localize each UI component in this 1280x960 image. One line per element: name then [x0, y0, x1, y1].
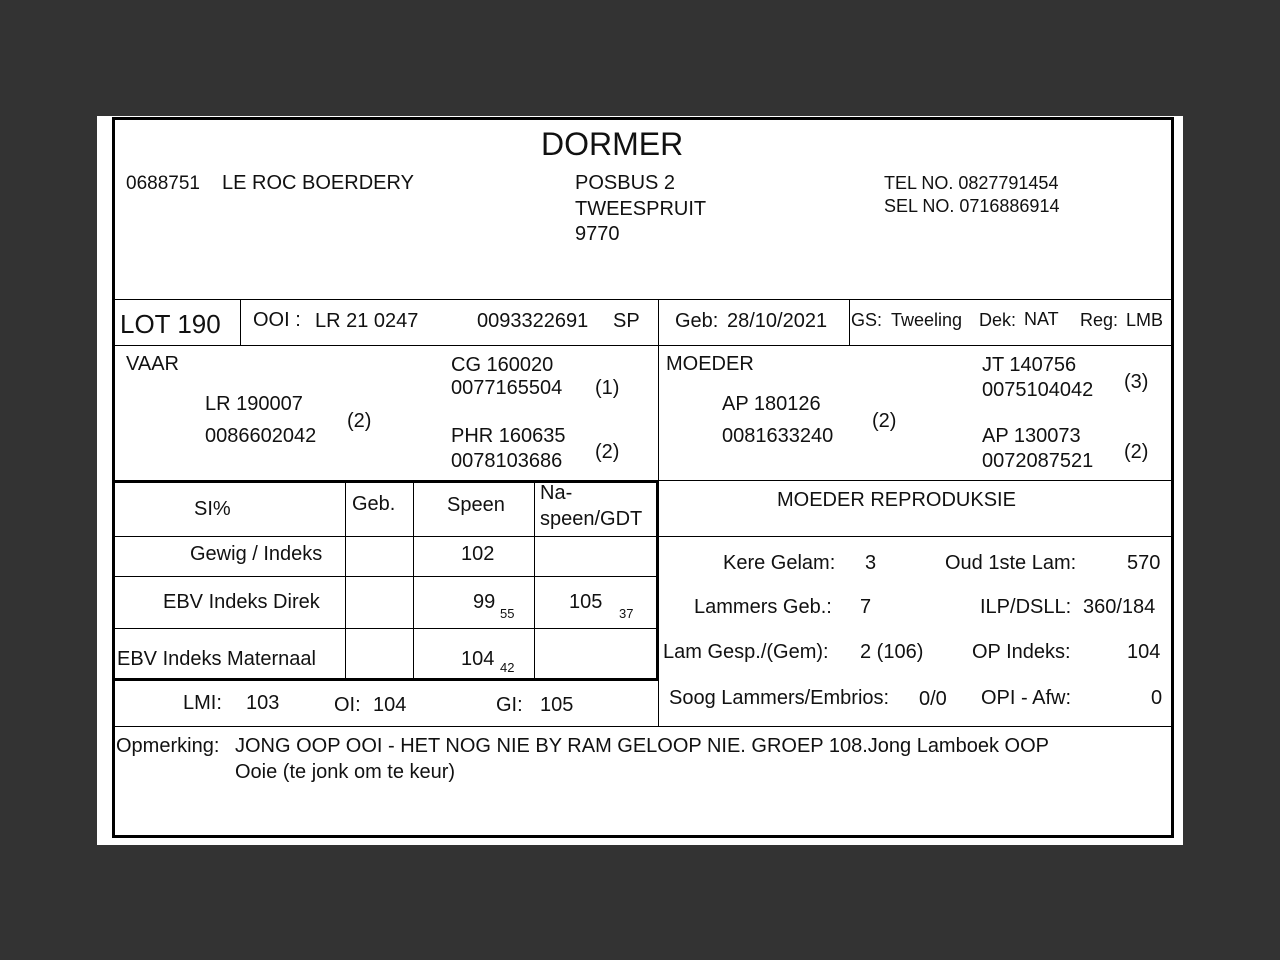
vaar-dam-count: (2) [595, 441, 620, 463]
remarks-line-1: JONG OOP OOI - HET NOG NIE BY RAM GELOOP NIE. GROEP 108.Jong Lamboek OOP [235, 735, 1049, 757]
vaar-dam-number: 0078103686 [451, 450, 563, 472]
sheet-border [112, 117, 1174, 838]
moeder-dam-id: AP 130073 [982, 425, 1081, 447]
breed-title: DORMER [541, 126, 684, 162]
reg-label: Reg: [1080, 310, 1119, 330]
row-direk-naspeen-accuracy: 37 [619, 606, 634, 621]
divider [534, 482, 535, 679]
row-gewig-speen: 102 [461, 543, 495, 565]
row-direk-label: EBV Indeks Direk [163, 591, 320, 613]
divider [240, 299, 241, 345]
lammers-geb-label: Lammers Geb.: [694, 596, 832, 618]
sel-number: SEL NO. 0716886914 [884, 196, 1060, 216]
kere-gelam-label: Kere Gelam: [723, 552, 836, 574]
moeder-id: AP 180126 [722, 393, 821, 415]
soog-value: 0/0 [919, 688, 947, 710]
owner-number: 0688751 [126, 173, 200, 194]
lam-gesp-label: Lam Gesp./(Gem): [663, 641, 829, 663]
address-line-2: TWEESPRUIT [575, 198, 707, 220]
oi-label: OI: [334, 694, 361, 716]
vaar-id: LR 190007 [205, 393, 303, 415]
soog-label: Soog Lammers/Embrios: [669, 687, 890, 709]
lam-gesp-value: 2 (106) [860, 641, 924, 663]
ooi-id: LR 21 0247 [315, 310, 419, 332]
op-value: 104 [1127, 641, 1161, 663]
dek-value: NAT [1024, 309, 1059, 329]
moeder-number: 0081633240 [722, 425, 834, 447]
moeder-dam-number: 0072087521 [982, 450, 1094, 472]
vaar-sire-count: (1) [595, 377, 620, 399]
ooi-reg-class: SP [613, 310, 640, 332]
divider [658, 480, 1174, 481]
oud-label: Oud 1ste Lam: [945, 552, 1077, 574]
divider [112, 678, 659, 681]
row-direk-naspeen: 105 [569, 591, 603, 613]
opi-value: 0 [1151, 687, 1163, 709]
speen-header: Speen [447, 494, 505, 516]
ilp-label: ILP/DSLL: [980, 596, 1072, 618]
lmi-value: 103 [246, 692, 280, 714]
divider [112, 726, 1174, 727]
gs-value: Tweeling [891, 310, 963, 330]
op-label: OP Indeks: [972, 641, 1071, 663]
ilp-value: 360/184 [1083, 596, 1156, 618]
divider [849, 299, 850, 345]
ooi-label: OOI : [253, 309, 301, 331]
geb-header: Geb. [352, 493, 396, 515]
vaar-sire-id: CG 160020 [451, 354, 554, 376]
address-line-1: POSBUS 2 [575, 172, 676, 194]
divider [112, 345, 1174, 346]
row-maternaal-label: EBV Indeks Maternaal [117, 648, 316, 670]
oud-value: 570 [1127, 552, 1161, 574]
vaar-count: (2) [347, 410, 372, 432]
owner-name: LE ROC BOERDERY [222, 172, 414, 194]
kere-gelam-value: 3 [865, 552, 877, 574]
vaar-number: 0086602042 [205, 425, 317, 447]
moeder-count: (2) [872, 410, 897, 432]
gi-label: GI: [496, 694, 523, 716]
divider [112, 536, 1174, 537]
birth-date: 28/10/2021 [727, 310, 828, 332]
lmi-label: LMI: [183, 692, 222, 714]
divider [345, 482, 346, 679]
moeder-sire-id: JT 140756 [982, 354, 1077, 376]
vaar-dam-id: PHR 160635 [451, 425, 566, 447]
divider [112, 576, 659, 577]
row-maternaal-speen: 104 [461, 648, 495, 670]
oi-value: 104 [373, 694, 407, 716]
vaar-sire-number: 0077165504 [451, 377, 563, 399]
gs-label: GS: [851, 310, 883, 330]
ooi-reg-number: 0093322691 [477, 310, 589, 332]
row-direk-speen: 99 [473, 591, 496, 613]
moeder-label: MOEDER [666, 353, 754, 375]
lot-number: LOT 190 [120, 309, 221, 339]
vaar-label: VAAR [126, 353, 179, 375]
dek-label: Dek: [979, 310, 1017, 330]
row-direk-speen-accuracy: 55 [500, 606, 515, 621]
moeder-sire-count: (3) [1124, 371, 1149, 393]
divider [112, 299, 1174, 300]
moeder-dam-count: (2) [1124, 441, 1149, 463]
gi-value: 105 [540, 694, 574, 716]
si-header: SI% [194, 498, 231, 520]
address-line-3: 9770 [575, 223, 620, 245]
divider [656, 480, 659, 680]
naspeen-header-1: Na- [540, 482, 573, 504]
row-gewig-label: Gewig / Indeks [190, 543, 323, 565]
lammers-geb-value: 7 [860, 596, 872, 618]
divider [112, 480, 659, 483]
naspeen-header-2: speen/GDT [540, 508, 643, 530]
remarks-line-2: Ooie (te jonk om te keur) [235, 761, 456, 783]
birth-label: Geb: [675, 310, 719, 332]
reg-value: LMB [1126, 310, 1164, 330]
reproduction-title: MOEDER REPRODUKSIE [777, 489, 1016, 511]
row-maternaal-speen-accuracy: 42 [500, 660, 515, 675]
opi-label: OPI - Afw: [981, 687, 1072, 709]
tel-number: TEL NO. 0827791454 [884, 173, 1059, 193]
divider [413, 482, 414, 679]
moeder-sire-number: 0075104042 [982, 379, 1094, 401]
divider [112, 628, 659, 629]
remarks-label: Opmerking: [116, 735, 220, 757]
